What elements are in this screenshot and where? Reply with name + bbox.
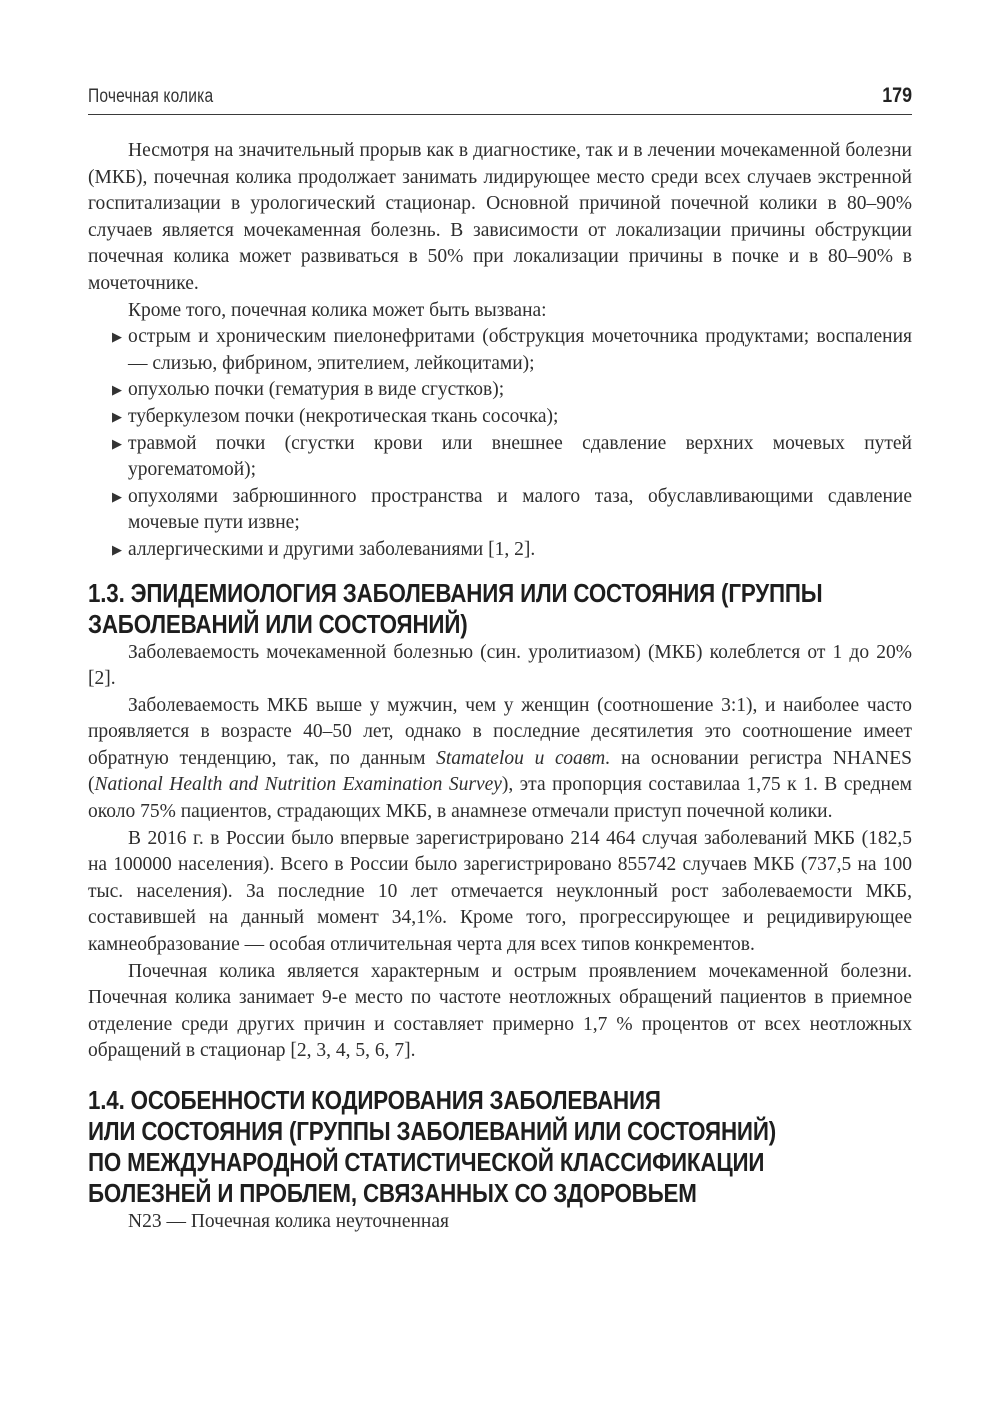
list-item: ▶ опухолями забрюшинного пространства и малого таза, обуславливающими сдавление мочевые пути извне; [112, 485, 912, 534]
section-heading-coding: 1.4. ОСОБЕННОСТИ КОДИРОВАНИЯ ЗАБОЛЕВАНИЯ ИЛИ СОСТОЯНИЯ (ГРУППЫ ЗАБОЛЕВАНИЙ ИЛИ СОСТОЯНИЙ) ПО МЕЖДУНАРОДНОЙ СТАТИСТИЧЕСКОЙ КЛАССИФИКАЦИИ БОЛЕЗНЕЙ И ПРОБЛЕМ, СВЯЗАННЫХ СО ЗДОРОВЬЕМ [88, 1085, 777, 1208]
list-item: ▶ острым и хроническим пиелонефритами (обструкция мочеточника продуктами; воспаления — слизью, фибрином, эпителием, лейкоцитами); [112, 326, 912, 374]
epidemiology-paragraph-1: Заболеваемость мочекаменной болезнью (син. уролитиазом) (МКБ) колеблется от 1 до 20% [2]. [88, 641, 912, 690]
triangle-bullet-icon: ▶ [112, 408, 122, 424]
triangle-bullet-icon: ▶ [112, 382, 122, 398]
epidemiology-paragraph-2: Заболеваемость МКБ выше у мужчин, чем у женщин (соотношение 3:1), и наиболее часто проявляется в возрасте 40–50 лет, однако в последние десятилетия это соотношение имеет обратную тенденцию, так, по данным Stamatelou и соавт. на основании регистра NHANES (National Health and Nutrition Examination Survey), эта пропорция составилаа 1,75 к 1. В среднем около 75% пациентов, страдающих МКБ, в анамнезе отмечали приступ почечной колики. [88, 694, 913, 823]
causes-list [88, 324, 912, 563]
list-item: ▶ аллергическими и другими заболеваниями [1, 2]. [88, 537, 912, 564]
section-heading-epidemiology: 1.3. ЭПИДЕМИОЛОГИЯ ЗАБОЛЕВАНИЯ ИЛИ СОСТОЯНИЯ (ГРУППЫ ЗАБОЛЕВАНИЙ ИЛИ СОСТОЯНИЙ) [88, 577, 823, 639]
page-body [88, 138, 912, 1236]
triangle-bullet-icon: ▶ [112, 329, 122, 345]
list-item: ▶ туберкулезом почки (некротическая ткань сосочка); [88, 404, 912, 431]
epidemiology-paragraph-4: Почечная колика является характерным и острым проявлением мочекаменной болезни. Почечная колика занимает 9-е место по частоте неотложных обращений пациентов в приемное отделение среди других причин и составляет примерно 1,7 % процентов от всех неотложных обращений в стационар [2, 3, 4, 5, 6, 7]. [88, 960, 912, 1062]
epidemiology-paragraph-3: В 2016 г. в России было впервые зарегистрировано 214 464 случая заболеваний МКБ (182,5 на 100000 населения). Всего в России было зарегистрировано 855742 случаев МКБ (737,5 на 100 тыс. населения). За последние 10 лет отмечается неуклонный рост заболеваемости МКБ, составившей на данный момент 34,1%. Кроме того, прогрессирующее и рецидивирующее камнеобразование — особая отличительная черта для всех типов конкрементов. [88, 827, 912, 956]
icd-code-line: N23 — Почечная колика неуточненная [128, 1211, 449, 1232]
running-header [88, 84, 912, 115]
page-number: 179 [882, 84, 912, 107]
list-item: ▶ опухолью почки (гематурия в виде сгустков); [88, 377, 912, 404]
list-item: ▶ травмой почки (сгустки крови или внешнее сдавление верхних мочевых путей урогематомой); [112, 432, 912, 481]
triangle-bullet-icon: ▶ [112, 541, 122, 557]
causes-lead: Кроме того, почечная колика может быть вызвана: [128, 299, 547, 321]
triangle-bullet-icon: ▶ [112, 435, 122, 451]
triangle-bullet-icon: ▶ [112, 488, 122, 504]
running-title: Почечная колика [88, 86, 214, 107]
intro-paragraph: Несмотря на значительный прорыв как в диагностике, так и в лечении мочекаменной болезни (МКБ), почечная колика продолжает занимать лидирующее место среди всех случаев экстренной госпитализации в урологический стационар. Основной причиной почечной колики в 80–90% случаев является мочекаменная болезнь. В зависимости от локализации причины обструкции почечная колика может развиваться в 50% при локализации причины в почке и в 80–90% в мочеточнике. [88, 140, 912, 294]
